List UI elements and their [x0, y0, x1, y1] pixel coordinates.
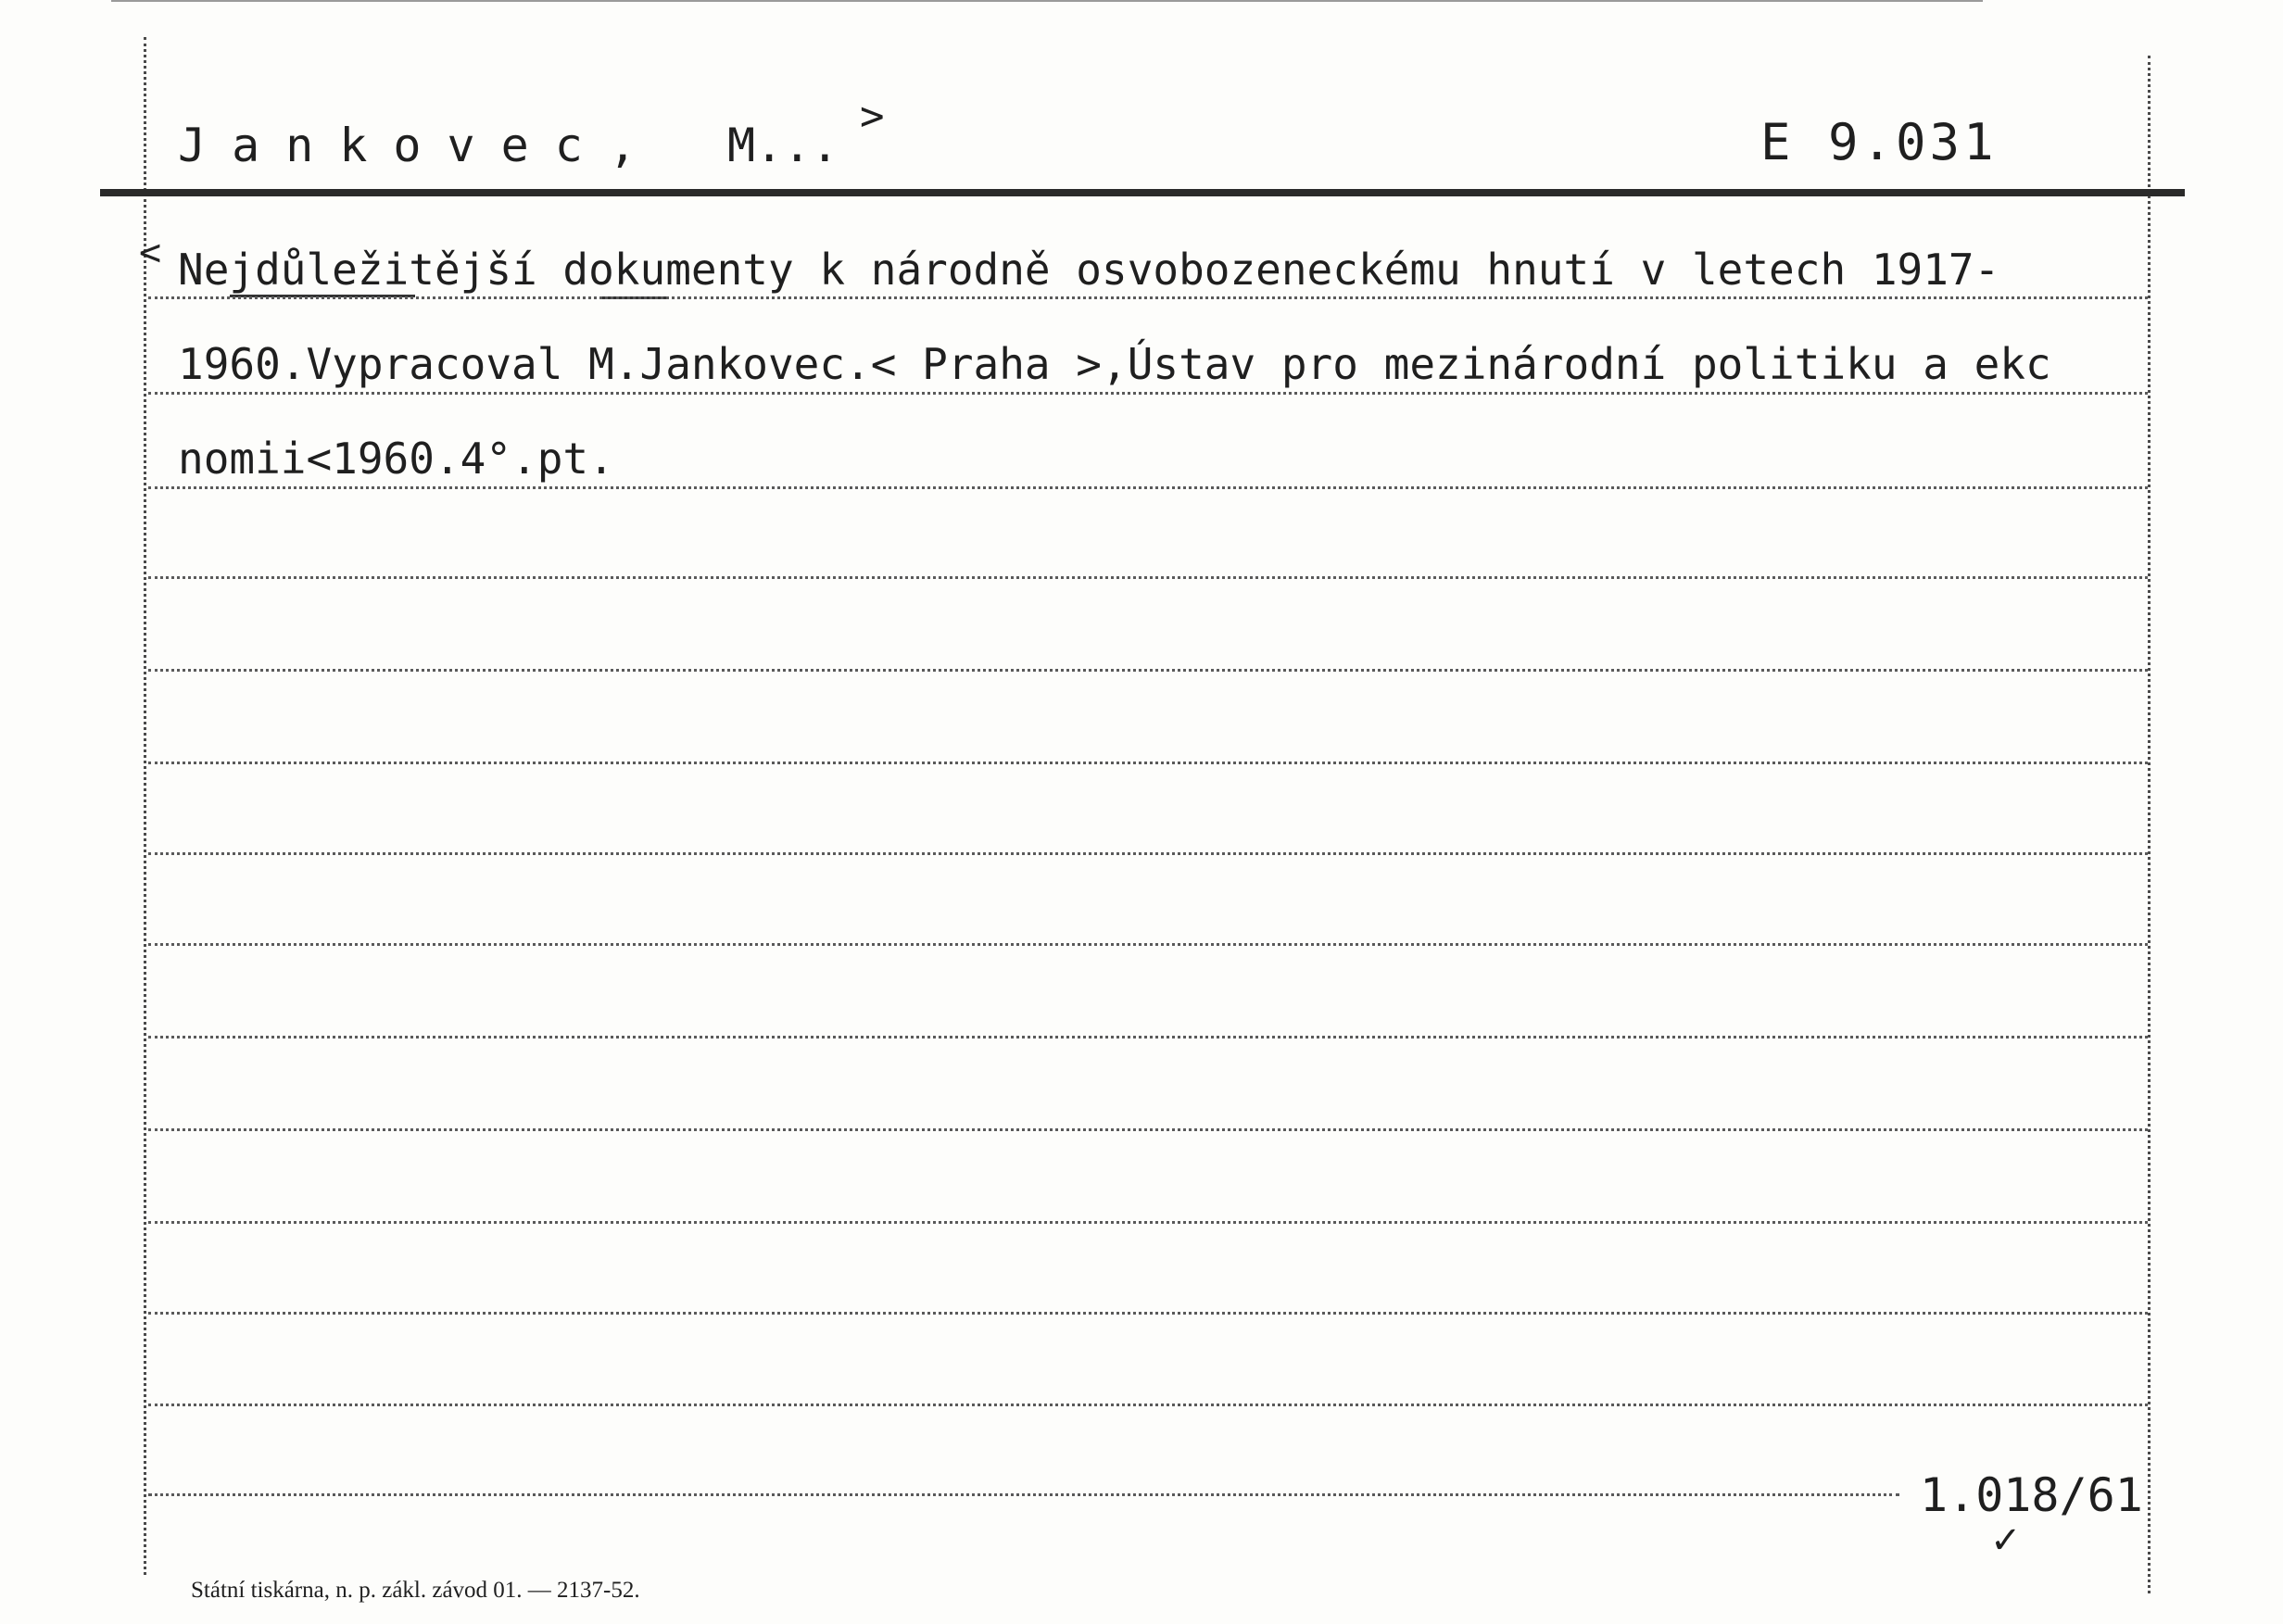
author-surname: Jankovec,	[178, 119, 662, 172]
ruled-line	[148, 296, 2148, 299]
ruled-line	[148, 943, 2148, 946]
shelf-signature: E 9.031	[1760, 113, 1998, 171]
ruled-line	[148, 669, 2148, 672]
check-icon: ✓	[1990, 1519, 2022, 1562]
ruled-line	[148, 1312, 2148, 1315]
ruled-line	[148, 486, 2148, 489]
author-correction-mark: >	[860, 93, 885, 140]
ruled-line	[148, 852, 2148, 855]
author-initial: M...	[727, 119, 839, 172]
entry-title-line-2: 1960.Vypracoval M.Jankovec.< Praha >,Ústav pro mezinárodní politiku a ekc	[178, 339, 2051, 389]
ruled-line	[148, 1404, 2148, 1406]
right-margin-rule	[2148, 56, 2151, 1593]
ruled-line	[148, 762, 2148, 764]
ruled-line	[148, 392, 2148, 395]
ruled-line	[148, 1128, 2148, 1131]
printer-imprint: Státní tiskárna, n. p. zákl. závod 01. — 2137-52.	[191, 1578, 640, 1603]
ruled-line	[148, 1493, 1899, 1496]
ruled-line	[148, 576, 2148, 579]
left-insert-mark: <	[139, 232, 162, 274]
ruled-line	[148, 1221, 2148, 1224]
header-rule	[100, 189, 2185, 196]
entry-title-line-3: nomii<1960.4°.pt.	[178, 434, 614, 484]
top-border	[111, 0, 1983, 2]
ruled-line	[148, 1036, 2148, 1039]
accession-number: 1.018/61	[1920, 1468, 2143, 1522]
entry-title-line-1: Nejdůležitější dokumenty k národně osvobozeneckému hnutí v letech 1917-	[178, 245, 2000, 295]
